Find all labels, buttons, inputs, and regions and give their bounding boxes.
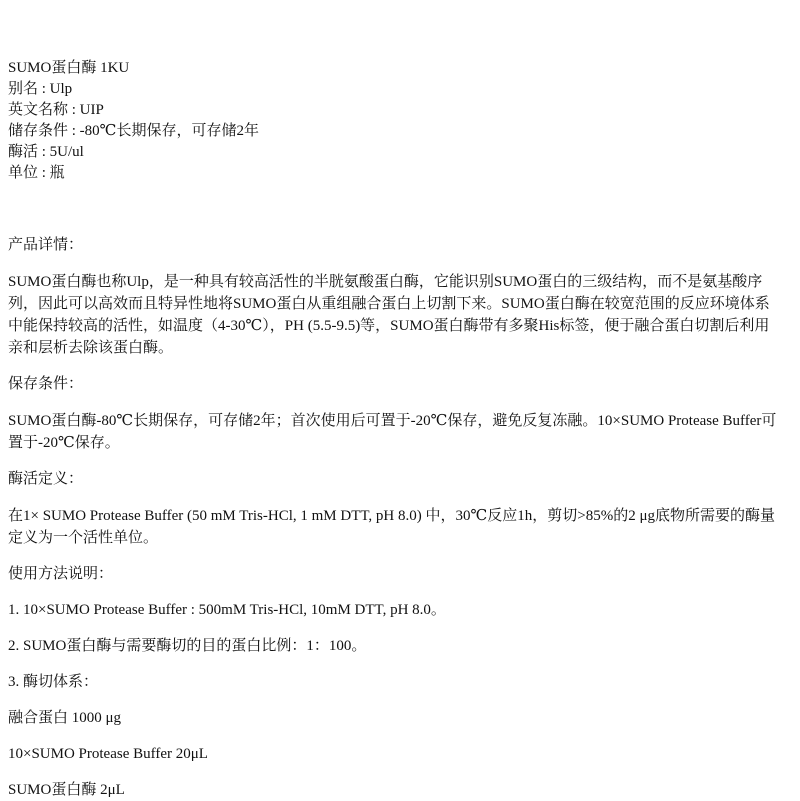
storage-heading: 保存条件： bbox=[8, 376, 84, 392]
unit-line: 单位 : 瓶 bbox=[8, 165, 65, 181]
details-heading: 产品详情： bbox=[8, 237, 84, 253]
activity-line: 酶活 : 5U/ul bbox=[8, 144, 84, 160]
product-title: SUMO蛋白酶 1KU bbox=[8, 60, 130, 76]
definition-paragraph: 在1× SUMO Protease Buffer (50 mM Tris-HCl, 1 mM DTT, pH 8.0) 中，30℃反应1h，剪切>85%的2 μg底物所需要的酶量定义为一个活性单位。 bbox=[8, 508, 776, 546]
usage-item-system: 3. 酶切体系： bbox=[8, 674, 99, 690]
storage-line: 储存条件 : -80℃长期保存，可存储2年 bbox=[8, 123, 259, 139]
usage-item-buffer: 1. 10×SUMO Protease Buffer : 500mM Tris-HCl, 10mM DTT, pH 8.0。 bbox=[8, 602, 446, 618]
usage-item-fusion-protein: 融合蛋白 1000 μg bbox=[8, 710, 122, 726]
usage-heading: 使用方法说明： bbox=[8, 566, 114, 582]
english-name-line: 英文名称 : UIP bbox=[8, 102, 104, 118]
product-document bbox=[8, 58, 784, 801]
usage-item-ratio: 2. SUMO蛋白酶与需要酶切的目的蛋白比例：1：100。 bbox=[8, 638, 367, 654]
definition-heading: 酶活定义： bbox=[8, 471, 84, 487]
storage-paragraph: SUMO蛋白酶-80℃长期保存，可存储2年；首次使用后可置于-20℃保存，避免反复冻融。10×SUMO Protease Buffer可置于-20℃保存。 bbox=[8, 413, 777, 451]
usage-item-buffer-volume: 10×SUMO Protease Buffer 20μL bbox=[8, 746, 208, 762]
usage-item-enzyme-volume: SUMO蛋白酶 2μL bbox=[8, 782, 125, 798]
details-paragraph: SUMO蛋白酶也称Ulp，是一种具有较高活性的半胱氨酸蛋白酶，它能识别SUMO蛋白的三级结构，而不是氨基酸序列，因此可以高效而且特异性地将SUMO蛋白从重组融合蛋白上切割下来。SUMO蛋白酶在较宽范围的反应环境体系中能保持较高的活性，如温度（4-30℃），PH (5.5-9.5)等，SUMO蛋白酶带有多聚His标签，便于融合蛋白切割后利用亲和层析去除该蛋白酶。 bbox=[8, 274, 770, 356]
section-spacer bbox=[8, 184, 784, 235]
alias-line: 别名 : Ulp bbox=[8, 81, 73, 97]
